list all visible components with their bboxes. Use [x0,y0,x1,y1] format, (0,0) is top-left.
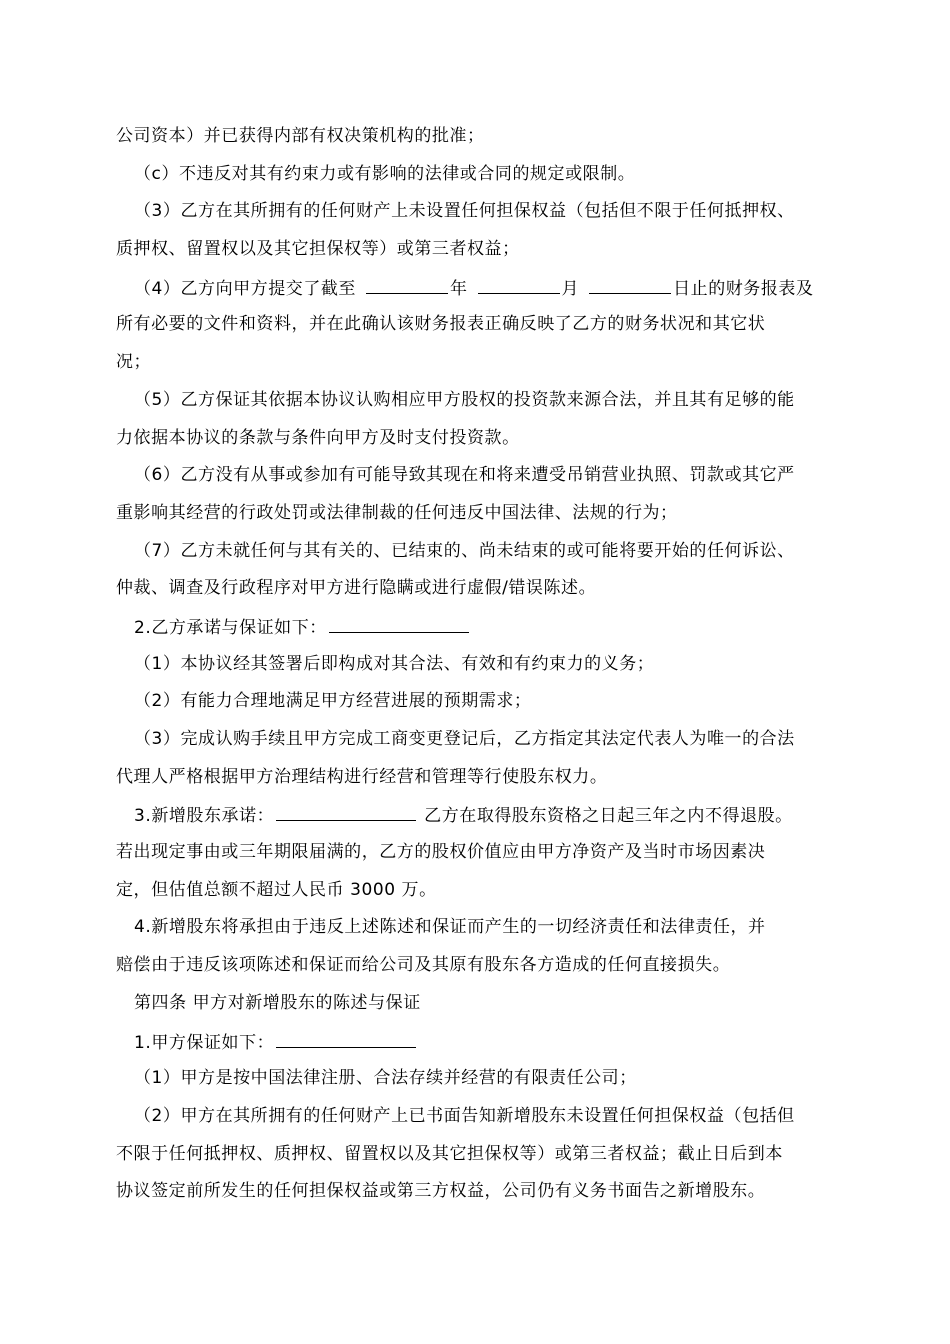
paragraph-line: 质押权、留置权以及其它担保权等）或第三者权益； [116,239,520,260]
commitment-heading: 2.乙方承诺与保证如下： [134,617,327,638]
paragraph-line: 仲裁、调查及行政程序对甲方进行隐瞒或进行虚假/错误陈述。 [116,578,597,599]
date-clause-prefix: （4）乙方向甲方提交了截至 [134,278,356,299]
paragraph-line: （7）乙方未就任何与其有关的、已结束的、尚未结束的或可能将要开始的任何诉讼、 [134,540,795,561]
paragraph-line: 所有必要的文件和资料，并在此确认该财务报表正确反映了乙方的财务状况和其它状 [116,314,766,335]
new-shareholder-commitment-prefix: 3.新增股东承诺： [134,806,275,827]
paragraph-line: 力依据本协议的条款与条件向甲方及时支付投资款。 [116,427,520,448]
paragraph-line: 4.新增股东将承担由于违反上述陈述和保证而产生的一切经济责任和法律责任，并 [134,917,766,938]
year-label: 年 [449,278,468,299]
paragraph-line-with-blank [116,796,838,834]
date-clause-suffix: 日止的财务报表及 [673,278,814,299]
document-body [116,118,838,1211]
paragraph-line-with-blank [116,1023,838,1061]
paragraph-line: （3）完成认购手续且甲方完成工商变更登记后，乙方指定其法定代表人为唯一的合法 [134,729,795,749]
paragraph-line: （1）本协议经其签署后即构成对其合法、有效和有约束力的义务； [134,653,655,674]
month-label: 月 [561,278,580,299]
paragraph-line: 代理人严格根据甲方治理结构进行经营和管理等行使股东权力。 [116,766,608,787]
paragraph-line: （2）甲方在其所拥有的任何财产上已书面告知新增股东未设置任何担保权益（包括但 [134,1105,795,1126]
paragraph-line-with-date-blanks [116,269,838,307]
day-blank [589,269,671,294]
paragraph-line: （5）乙方保证其依据本协议认购相应甲方股权的投资款来源合法，并且其有足够的能 [134,389,795,410]
paragraph-line: 公司资本）并已获得内部有权决策机构的批准； [116,126,485,146]
paragraph-line: （2）有能力合理地满足甲方经营进展的预期需求； [134,691,532,712]
section-heading: 第四条 甲方对新增股东的陈述与保证 [134,992,421,1013]
year-blank [366,269,448,294]
party-a-guarantee-heading: 1.甲方保证如下： [134,1032,275,1053]
paragraph-line: （c）不违反对其有约束力或有影响的法律或合同的规定或限制。 [134,163,636,184]
party-a-guarantee-blank [276,1023,416,1048]
paragraph-line: （1）甲方是按中国法律注册、合法存续并经营的有限责任公司； [134,1068,637,1089]
paragraph-line: 赔偿由于违反该项陈述和保证而给公司及其原有股东各方造成的任何直接损失。 [116,955,731,976]
new-shareholder-commitment-suffix: 乙方在取得股东资格之日起三年之内不得退股。 [424,806,793,827]
paragraph-line: 况； [116,352,152,373]
commitment-blank [329,608,469,633]
paragraph-line: 重影响其经营的行政处罚或法律制裁的任何违反中国法律、法规的行为； [116,502,678,523]
paragraph-line: 协议签定前所发生的任何担保权益或第三方权益，公司仍有义务书面告之新增股东。 [116,1181,766,1202]
paragraph-line: 定，但估值总额不超过人民币 3000 万。 [116,879,437,900]
paragraph-line: （3）乙方在其所拥有的任何财产上未设置任何担保权益（包括但不限于任何抵押权、 [134,201,795,222]
paragraph-line-with-blank [116,608,838,646]
new-shareholder-commitment-blank [276,796,416,821]
paragraph-line: （6）乙方没有从事或参加有可能导致其现在和将来遭受吊销营业执照、罚款或其它严 [134,465,795,486]
paragraph-line: 不限于任何抵押权、质押权、留置权以及其它担保权等）或第三者权益；截止日后到本 [116,1143,783,1164]
month-blank [478,269,560,294]
paragraph-line: 若出现定事由或三年期限届满的，乙方的股权价值应由甲方净资产及当时市场因素决 [116,842,766,863]
